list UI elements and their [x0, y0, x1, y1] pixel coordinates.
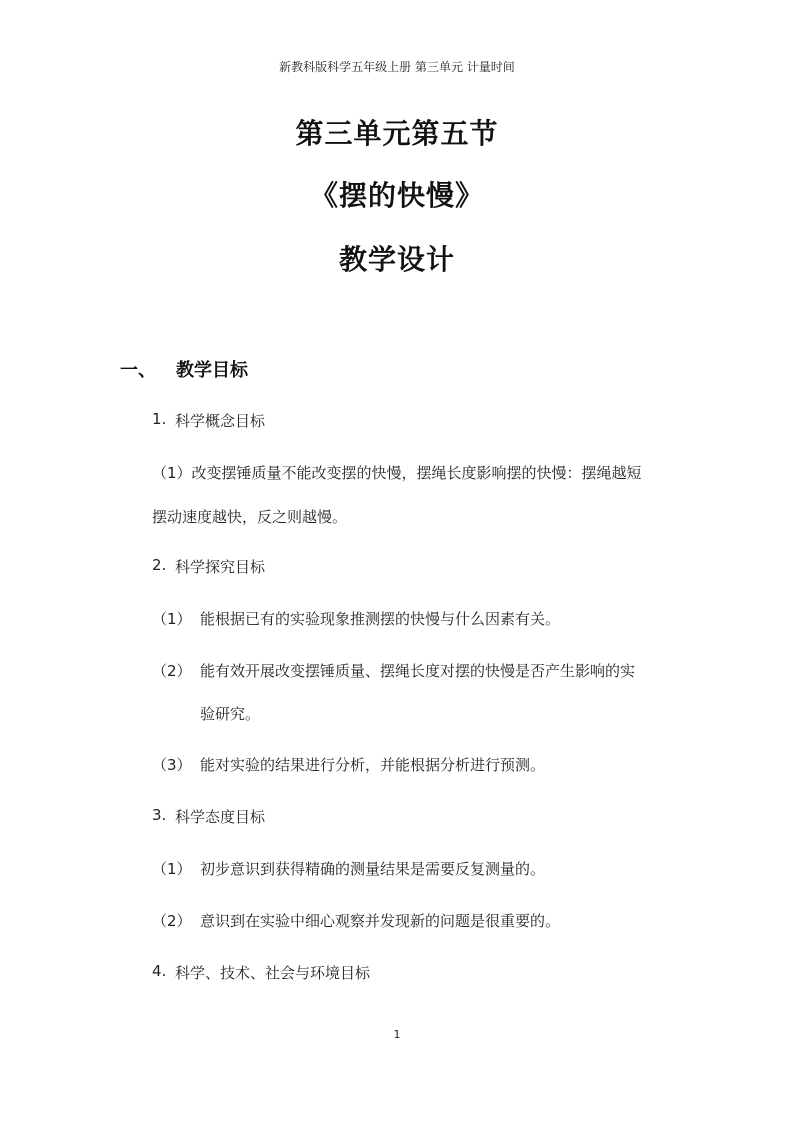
list-item-text: 能有效开展改变摆锤质量、摆绳长度对摆的快慢是否产生影响的实	[200, 662, 636, 680]
list-item-text: 能对实验的结果进行分析，并能根据分析进行预测。	[200, 756, 546, 774]
list-item-number: （1）	[152, 860, 192, 878]
list-item-text: 验研究。	[200, 705, 261, 723]
section-heading: 教学目标	[176, 360, 248, 381]
list-item-text: 能根据已有的实验现象推测摆的快慢与什么因素有关。	[200, 610, 561, 628]
list-item-number: （3）	[152, 756, 192, 774]
page-header: 新教科版科学五年级上册 第三单元 计量时间	[279, 60, 515, 74]
paragraph-line: （1）改变摆锤质量不能改变摆的快慢，摆绳长度影响摆的快慢：摆绳越短	[152, 464, 642, 482]
subheading: 科学概念目标	[175, 412, 266, 430]
list-item-number: （1）	[152, 610, 192, 628]
paragraph-line: 摆动速度越快，反之则越慢。	[152, 508, 348, 526]
list-item-number: （2）	[152, 662, 192, 680]
subheading-number: 4.	[152, 962, 167, 980]
subheading: 科学态度目标	[175, 808, 266, 826]
title-line-3: 教学设计	[338, 243, 455, 276]
subheading-number: 2.	[152, 556, 167, 574]
list-item-text: 初步意识到获得精确的测量结果是需要反复测量的。	[200, 860, 546, 878]
subheading-number: 3.	[152, 806, 167, 824]
title-line-1: 第三单元第五节	[295, 117, 499, 150]
title-line-2: 《摆的快慢》	[309, 179, 484, 212]
subheading-number: 1.	[152, 410, 167, 428]
section-number: 一、	[120, 360, 156, 381]
subheading: 科学、技术、社会与环境目标	[175, 964, 371, 982]
page-number: 1	[393, 1028, 401, 1041]
list-item-text: 意识到在实验中细心观察并发现新的问题是很重要的。	[200, 912, 561, 930]
subheading: 科学探究目标	[175, 558, 266, 576]
list-item-number: （2）	[152, 912, 192, 930]
